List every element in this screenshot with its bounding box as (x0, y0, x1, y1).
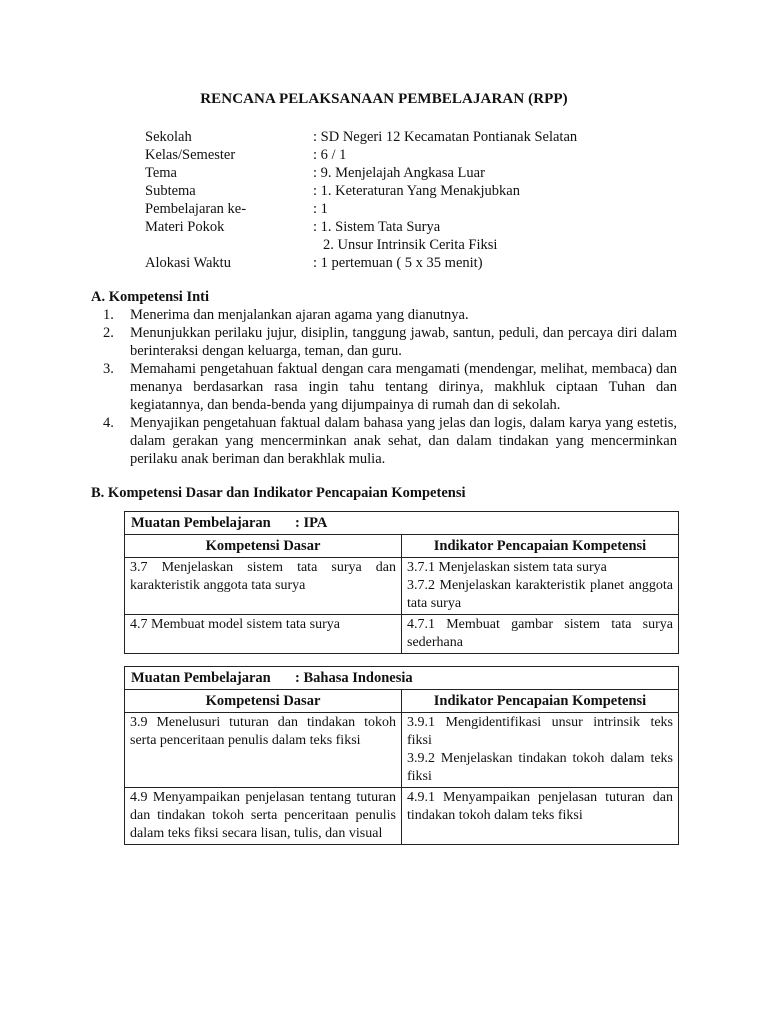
list-item-text: Menyajikan pengetahuan faktual dalam bahasa yang jelas dan logis, dalam karya yang estetis, dalam gerakan yang mencerminkan anak sehat, dan dalam tindakan yang mencerminkan perilaku anak beriman dan berakhlak mulia. (130, 415, 677, 467)
identity-label: Subtema (145, 183, 196, 199)
table-row (125, 713, 679, 788)
section-a-heading: A. Kompetensi Inti (91, 289, 210, 305)
ipk-item: 3.7.2 Menjelaskan karakteristik planet anggota tata surya (407, 578, 674, 611)
kompetensi-inti-list (103, 306, 677, 468)
identity-value: : 9. Menjelajah Angkasa Luar (313, 165, 485, 181)
identity-row-tema (145, 164, 705, 182)
identity-row-kelas (145, 146, 705, 164)
ipk-cell (402, 558, 679, 615)
ipk-item: 3.7.1 Menjelaskan sistem tata surya (407, 560, 607, 575)
ipk-cell (402, 713, 679, 788)
identity-row-sekolah (145, 128, 705, 146)
identity-row-materi-cont (145, 236, 705, 254)
list-item (103, 360, 677, 414)
list-item-text: Memahami pengetahuan faktual dengan cara mengamati (mendengar, melihat, membaca) dan menanya berdasarkan rasa ingin tahu tentang dirinya, makhluk ciptaan Tuhan dan kegiatannya, dan benda-benda yang dijumpainya di rumah dan di sekolah. (130, 361, 677, 413)
list-item-text: Menunjukkan perilaku jujur, disiplin, tanggung jawab, santun, peduli, dan percaya diri dalam berinteraksi dengan keluarga, teman, dan guru. (130, 325, 677, 359)
identity-row-pembelajaran (145, 200, 705, 218)
identity-block (145, 128, 705, 272)
column-header-ipk: Indikator Pencapaian Kompetensi (402, 535, 679, 558)
table-row (125, 558, 679, 615)
list-item (103, 414, 677, 468)
table-row (125, 615, 679, 654)
list-item-number: 1. (103, 307, 114, 323)
identity-label: Kelas/Semester (145, 147, 236, 163)
muatan-value: : IPA (295, 515, 328, 531)
muatan-label: Muatan Pembelajaran (131, 670, 271, 686)
ipk-item: 4.9.1 Menyampaikan penjelasan tuturan dan tindakan tokoh dalam teks fiksi (407, 790, 673, 823)
muatan-cell (125, 667, 679, 690)
identity-value: : 1. Keteraturan Yang Menakjubkan (313, 183, 520, 199)
kd-cell: 4.9 Menyampaikan penjelasan tentang tuturan dan tindakan tokoh serta penceritaan penulis dalam teks fiksi secara lisan, tulis, dan visual (125, 788, 402, 845)
identity-label: Materi Pokok (145, 219, 225, 235)
identity-value: : 1. Sistem Tata Surya (313, 219, 441, 235)
list-item (103, 306, 677, 324)
identity-label: Alokasi Waktu (145, 255, 231, 271)
table-bahasa-indonesia (124, 666, 679, 845)
identity-value: : 1 (313, 201, 328, 217)
identity-row-alokasi (145, 254, 705, 272)
identity-label: Tema (145, 165, 177, 181)
identity-label: Sekolah (145, 129, 192, 145)
list-item-number: 4. (103, 415, 114, 431)
table-header-row (125, 690, 679, 713)
document-title: RENCANA PELAKSANAAN PEMBELAJARAN (RPP) (200, 91, 568, 107)
kd-cell: 4.7 Membuat model sistem tata surya (125, 615, 402, 654)
identity-label: Pembelajaran ke- (145, 201, 247, 217)
muatan-label: Muatan Pembelajaran (131, 515, 271, 531)
list-item-text: Menerima dan menjalankan ajaran agama yang dianutnya. (130, 307, 469, 323)
ipk-item: 3.9.2 Menjelaskan tindakan tokoh dalam teks fiksi (407, 751, 673, 784)
kd-cell: 3.9 Menelusuri tuturan dan tindakan tokoh serta penceritaan penulis dalam teks fiksi (125, 713, 402, 788)
identity-row-materi (145, 218, 705, 236)
muatan-value: : Bahasa Indonesia (295, 670, 413, 686)
ipk-cell (402, 788, 679, 845)
ipk-item: 4.7.1 Membuat gambar sistem tata surya sederhana (407, 617, 674, 650)
identity-value: 2. Unsur Intrinsik Cerita Fiksi (323, 237, 498, 253)
table-ipa (124, 511, 679, 654)
table-header-row (125, 535, 679, 558)
muatan-cell (125, 512, 679, 535)
section-b-heading: B. Kompetensi Dasar dan Indikator Pencapaian Kompetensi (91, 485, 466, 501)
list-item-number: 3. (103, 361, 114, 377)
table-row (125, 788, 679, 845)
column-header-ipk: Indikator Pencapaian Kompetensi (402, 690, 679, 713)
table-muatan-row (125, 667, 679, 690)
list-item (103, 324, 677, 360)
ipk-item: 3.9.1 Mengidentifikasi unsur intrinsik teks fiksi (407, 715, 673, 748)
ipk-cell (402, 615, 679, 654)
identity-value: : 1 pertemuan ( 5 x 35 menit) (313, 255, 483, 271)
identity-value: : SD Negeri 12 Kecamatan Pontianak Selatan (313, 129, 578, 145)
identity-label (145, 236, 313, 254)
identity-row-subtema (145, 182, 705, 200)
column-header-kd: Kompetensi Dasar (125, 690, 402, 713)
identity-value: : 6 / 1 (313, 147, 347, 163)
table-muatan-row (125, 512, 679, 535)
list-item-number: 2. (103, 325, 114, 341)
column-header-kd: Kompetensi Dasar (125, 535, 402, 558)
kd-cell: 3.7 Menjelaskan sistem tata surya dan karakteristik anggota tata surya (125, 558, 402, 615)
